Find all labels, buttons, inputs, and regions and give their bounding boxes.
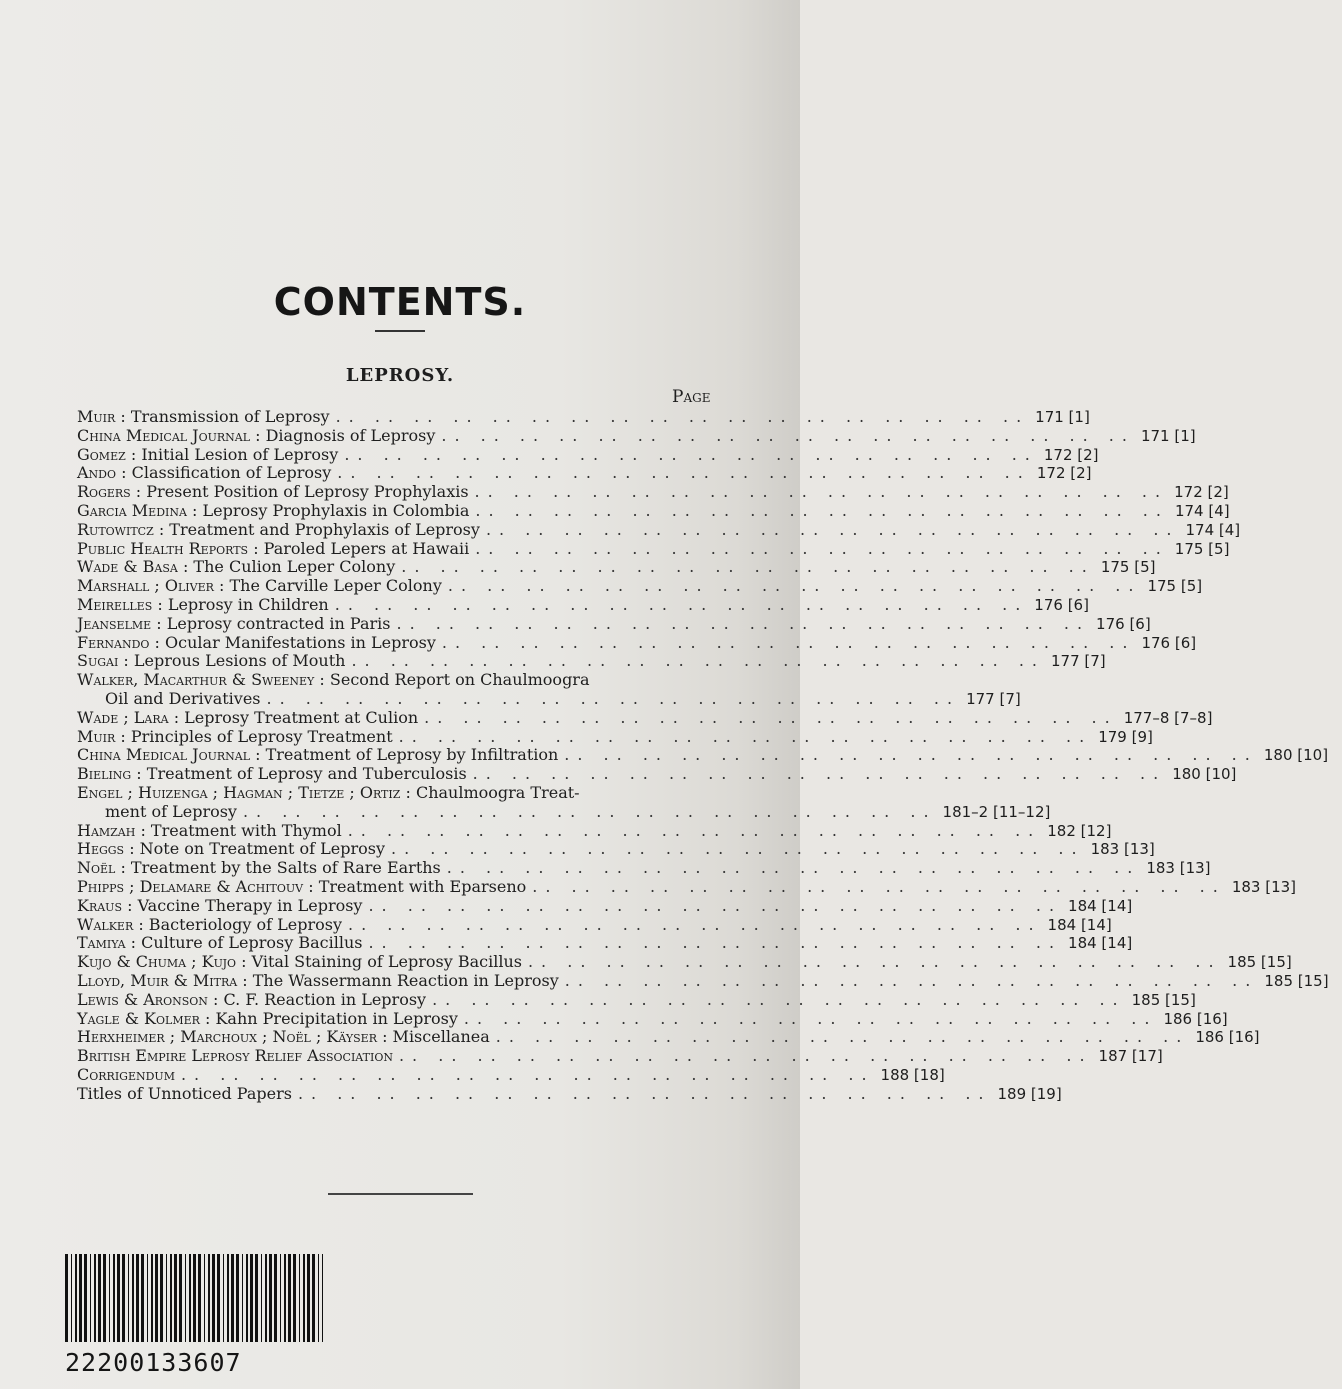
entry-text bbox=[105, 803, 237, 822]
entry-title: : Kahn Precipitation in Leprosy bbox=[205, 1008, 458, 1028]
entry-page-number: 177 [7] bbox=[966, 689, 1021, 708]
entry-text bbox=[77, 615, 390, 634]
entry-authors: Fernando bbox=[77, 632, 150, 652]
entry-text bbox=[77, 784, 580, 803]
entry-authors: Noël bbox=[77, 858, 116, 878]
dot-leader: .. .. .. .. .. .. .. .. .. .. .. .. .. .. .. .. .. .. bbox=[351, 651, 1046, 671]
entry-text bbox=[77, 483, 469, 502]
entry-title: : Vaccine Therapy in Leprosy bbox=[127, 895, 363, 915]
entry-page-number: 175 [5] bbox=[1100, 558, 1156, 577]
contents-entry bbox=[77, 858, 1211, 878]
dot-leader: .. .. .. .. .. .. .. .. .. .. .. .. .. .. .. .. .. .. bbox=[396, 613, 1091, 633]
contents-entry bbox=[77, 801, 1051, 822]
entry-text bbox=[77, 822, 342, 841]
dot-leader: .. .. .. .. .. .. .. .. .. .. .. .. .. .. .. .. .. .. bbox=[391, 839, 1085, 859]
dot-leader: .. .. .. .. .. .. .. .. .. .. .. .. .. .. .. .. .. .. bbox=[398, 726, 1093, 746]
title-divider bbox=[375, 330, 425, 332]
entry-title: : Miscellanea bbox=[382, 1027, 490, 1047]
entry-page-number: 185 [15] bbox=[1227, 953, 1292, 972]
entry-title: : Treatment of Leprosy by Infiltration bbox=[255, 745, 559, 765]
entry-page-number: 176 [6] bbox=[1034, 595, 1089, 614]
entry-authors: Corrigendum bbox=[77, 1064, 175, 1084]
entry-title: : The Carville Leper Colony bbox=[218, 576, 442, 596]
entry-text bbox=[77, 464, 331, 483]
entry-title: : C. F. Reaction in Leprosy bbox=[213, 989, 427, 1009]
entry-authors: British Empire Leprosy Relief Association bbox=[77, 1046, 393, 1066]
contents-entry bbox=[77, 519, 1241, 540]
dot-leader: .. .. .. .. .. .. .. .. .. .. .. .. .. .. .. .. .. .. bbox=[266, 688, 961, 708]
entry-page-number: 180 [10] bbox=[1172, 765, 1237, 784]
entry-authors: Rogers bbox=[77, 482, 131, 502]
dot-leader: .. .. .. .. .. .. .. .. .. .. .. .. .. .. .. .. .. .. bbox=[564, 745, 1258, 765]
contents-entry bbox=[77, 425, 1196, 446]
entry-authors: China Medical Journal bbox=[77, 425, 251, 445]
entry-authors: Rutowitcz bbox=[77, 519, 154, 539]
entry-page-number: 176 [6] bbox=[1096, 614, 1151, 633]
contents-entry bbox=[77, 726, 1153, 747]
entry-authors: Bieling bbox=[77, 764, 132, 784]
dot-leader: .. .. .. .. .. .. .. .. .. .. .. .. .. .. .. .. .. .. bbox=[532, 876, 1226, 896]
entry-title: : Bacteriology of Leprosy bbox=[138, 914, 342, 934]
entry-text bbox=[77, 446, 338, 465]
entry-text bbox=[77, 671, 590, 690]
dot-leader: .. .. .. .. .. .. .. .. .. .. .. .. .. .. .. .. .. .. bbox=[432, 989, 1126, 1009]
contents-entry bbox=[77, 576, 1203, 596]
dot-leader: .. .. .. .. .. .. .. .. .. .. .. .. .. .. .. .. .. .. bbox=[297, 1083, 992, 1103]
entry-text bbox=[77, 1010, 458, 1029]
entry-authors: Lloyd, Muir & Mitra bbox=[77, 970, 238, 990]
entry-title: : Ocular Manifestations in Leprosy bbox=[154, 632, 436, 652]
entry-authors: Kraus bbox=[77, 895, 122, 915]
contents-entry bbox=[77, 933, 1133, 953]
contents-entry bbox=[77, 651, 1106, 671]
dot-leader: .. .. .. .. .. .. .. .. .. .. .. .. .. .. .. .. .. .. bbox=[441, 425, 1135, 445]
entry-page-number: 189 [19] bbox=[997, 1084, 1062, 1103]
entry-title: : Leprous Lesions of Mouth bbox=[123, 651, 346, 671]
dot-leader: .. .. .. .. .. .. .. .. .. .. .. .. .. .. .. .. .. .. bbox=[347, 820, 1042, 840]
entry-text bbox=[77, 765, 467, 784]
entry-page-number: 180 [10] bbox=[1263, 746, 1329, 765]
entry-page-number: 171 [1] bbox=[1035, 408, 1090, 426]
entry-page-number: 179 [9] bbox=[1098, 727, 1153, 746]
contents-entry bbox=[77, 952, 1292, 972]
entry-page-number: 183 [13] bbox=[1231, 877, 1297, 896]
dot-leader: .. .. .. .. .. .. .. .. .. .. .. .. .. .. .. .. .. .. bbox=[475, 538, 1169, 558]
dot-leader: .. .. .. .. .. .. .. .. .. .. .. .. .. .. .. .. .. .. bbox=[347, 914, 1042, 934]
entry-text bbox=[77, 540, 469, 559]
contents-entry bbox=[77, 594, 1089, 615]
dot-leader: .. .. .. .. .. .. .. .. .. .. .. .. .. .. .. .. .. .. bbox=[441, 632, 1136, 652]
entry-text bbox=[77, 1047, 393, 1066]
entry-authors: Sugai bbox=[77, 651, 119, 671]
entry-page-number: 185 [15] bbox=[1264, 971, 1329, 990]
contents-entry bbox=[77, 1046, 1163, 1066]
contents-entry bbox=[77, 784, 723, 803]
entry-title: : Vital Staining of Leprosy Bacillus bbox=[241, 952, 522, 972]
entry-text bbox=[77, 558, 395, 577]
entry-authors: Kujo & Chuma ; Kujo bbox=[77, 952, 237, 972]
entry-title: : Principles of Leprosy Treatment bbox=[120, 726, 393, 746]
entry-authors: China Medical Journal bbox=[77, 745, 251, 765]
entry-text bbox=[77, 953, 522, 972]
entry-page-number: 174 [4] bbox=[1185, 520, 1241, 539]
contents-entry bbox=[77, 463, 1092, 483]
entry-text bbox=[77, 897, 362, 916]
entry-title: Titles of Unnoticed Papers bbox=[77, 1083, 292, 1103]
entry-text bbox=[77, 709, 418, 728]
contents-entry bbox=[77, 745, 1329, 765]
entry-page-number: 185 [15] bbox=[1131, 990, 1196, 1009]
entry-authors: Lewis & Aronson bbox=[77, 989, 208, 1009]
contents-entry bbox=[77, 707, 1213, 728]
dot-leader: .. .. .. .. .. .. .. .. .. .. .. .. .. .. .. .. .. .. bbox=[401, 557, 1095, 577]
barcode-number: 22200133607 bbox=[65, 1348, 242, 1377]
entry-title: : Initial Lesion of Leprosy bbox=[130, 444, 339, 464]
entry-title: : Transmission of Leprosy bbox=[120, 407, 330, 426]
contents-entry bbox=[77, 839, 1155, 859]
entry-text bbox=[77, 972, 559, 991]
entry-title: : The Wassermann Reaction in Leprosy bbox=[242, 970, 559, 990]
entry-page-number: 187 [17] bbox=[1098, 1047, 1163, 1066]
entry-authors: Heggs bbox=[77, 839, 125, 859]
entry-text bbox=[77, 521, 480, 540]
entry-authors: Jeanselme bbox=[77, 613, 152, 633]
entry-title: : Leprosy contracted in Paris bbox=[156, 613, 391, 633]
entry-title: : Classification of Leprosy bbox=[121, 463, 332, 483]
contents-entry bbox=[77, 989, 1196, 1010]
contents-entry bbox=[77, 1064, 945, 1085]
entry-authors: Ando bbox=[77, 463, 117, 483]
entry-text bbox=[77, 652, 345, 671]
contents-list bbox=[77, 407, 1329, 1103]
contents-entry bbox=[77, 688, 1021, 709]
entry-title: : Chaulmoogra Treat- bbox=[405, 782, 580, 802]
dot-leader: .. .. .. .. .. .. .. .. .. .. .. .. .. .. .. .. .. .. bbox=[335, 407, 1030, 426]
entry-text bbox=[77, 427, 435, 446]
entry-text bbox=[77, 596, 329, 615]
entry-title: : Treatment of Leprosy and Tuberculosis bbox=[136, 764, 467, 784]
dot-leader: .. .. .. .. .. .. .. .. .. .. .. .. .. .. .. .. .. .. bbox=[447, 576, 1142, 596]
entry-authors: Public Health Reports bbox=[77, 538, 249, 558]
entry-text bbox=[77, 916, 342, 935]
contents-entry bbox=[77, 970, 1329, 991]
entry-title: : Leprosy Treatment at Culion bbox=[173, 707, 419, 727]
entry-page-number: 177–8 [7–8] bbox=[1123, 708, 1213, 727]
dot-leader: .. .. .. .. .. .. .. .. .. .. .. .. .. .. .. .. .. .. bbox=[424, 707, 1118, 727]
dot-leader: .. .. .. .. .. .. .. .. .. .. .. .. .. .. .. .. .. .. bbox=[527, 952, 1222, 972]
entry-text bbox=[77, 502, 469, 521]
contents-entry bbox=[77, 764, 1237, 784]
entry-authors: Muir bbox=[77, 726, 116, 746]
entry-page-number: 175 [5] bbox=[1147, 577, 1203, 596]
dot-leader: .. .. .. .. .. .. .. .. .. .. .. .. .. .. .. .. .. .. bbox=[495, 1027, 1190, 1047]
entry-title: : Present Position of Leprosy Prophylaxis bbox=[135, 482, 469, 502]
dot-leader: .. .. .. .. .. .. .. .. .. .. .. .. .. .. .. .. .. .. bbox=[344, 444, 1038, 464]
entry-page-number: 172 [2] bbox=[1036, 464, 1092, 483]
entry-page-number: 188 [18] bbox=[880, 1065, 945, 1084]
contents-entry bbox=[77, 632, 1197, 653]
contents-entry bbox=[77, 444, 1099, 465]
page-column-header: Page bbox=[672, 387, 711, 407]
entry-title: : Leprosy Prophylaxis in Colombia bbox=[192, 500, 470, 520]
entry-authors: Yagle & Kolmer bbox=[77, 1008, 200, 1028]
entry-title: : Leprosy in Children bbox=[157, 594, 329, 614]
entry-authors: Wade & Basa bbox=[77, 557, 178, 577]
entry-authors: Walker bbox=[77, 914, 134, 934]
entry-authors: Marshall ; Oliver bbox=[77, 576, 214, 596]
contents-entry bbox=[77, 914, 1112, 935]
entry-page-number: 171 [1] bbox=[1140, 426, 1196, 445]
page-title: CONTENTS. bbox=[273, 280, 527, 324]
footer-divider bbox=[328, 1193, 473, 1195]
entry-title: : The Culion Leper Colony bbox=[182, 557, 396, 577]
entry-authors: Engel ; Huizenga ; Hagman ; Tietze ; Ortiz bbox=[77, 782, 401, 802]
entry-title: : Second Report on Chaulmoogra bbox=[319, 670, 590, 690]
dot-leader: .. .. .. .. .. .. .. .. .. .. .. .. .. .. .. .. .. .. bbox=[334, 594, 1029, 614]
section-heading: LEPROSY. bbox=[345, 365, 455, 386]
entry-page-number: 186 [16] bbox=[1163, 1009, 1228, 1028]
entry-title: : Treatment with Eparseno bbox=[308, 876, 527, 896]
entry-page-number: 183 [13] bbox=[1146, 859, 1211, 878]
dot-leader: .. .. .. .. .. .. .. .. .. .. .. .. .. .. .. .. .. .. bbox=[368, 933, 1063, 953]
dot-leader: .. .. .. .. .. .. .. .. .. .. .. .. .. .. .. .. .. .. bbox=[474, 482, 1169, 502]
contents-entry bbox=[77, 876, 1297, 897]
entry-text bbox=[77, 859, 441, 878]
entry-text bbox=[77, 878, 526, 897]
entry-authors: Phipps ; Delamare & Achitouv bbox=[77, 876, 304, 896]
entry-text bbox=[105, 690, 261, 709]
contents-entry bbox=[77, 500, 1230, 521]
entry-title: ment of Leprosy bbox=[105, 801, 237, 821]
dot-leader: .. .. .. .. .. .. .. .. .. .. .. .. .. .. .. .. .. .. bbox=[485, 519, 1180, 539]
entry-title: : Culture of Leprosy Bacillus bbox=[130, 933, 363, 953]
entry-authors: Herxheimer ; Marchoux ; Noël ; Käyser bbox=[77, 1027, 377, 1047]
entry-authors: Hamzah bbox=[77, 820, 136, 840]
entry-text bbox=[77, 408, 330, 427]
entry-text bbox=[77, 991, 426, 1010]
contents-entry bbox=[77, 1008, 1228, 1029]
entry-page-number: 177 [7] bbox=[1051, 652, 1106, 671]
entry-text bbox=[77, 1066, 175, 1085]
entry-title: : Treatment and Prophylaxis of Leprosy bbox=[158, 519, 480, 539]
entry-text bbox=[77, 746, 558, 765]
contents-entry bbox=[77, 820, 1112, 841]
entry-title: : Diagnosis of Leprosy bbox=[255, 425, 436, 445]
entry-page-number: 184 [14] bbox=[1047, 915, 1112, 934]
dot-leader: .. .. .. .. .. .. .. .. .. .. .. .. .. .. .. .. .. .. bbox=[472, 764, 1167, 784]
entry-text bbox=[77, 840, 385, 859]
dot-leader: .. .. .. .. .. .. .. .. .. .. .. .. .. .. .. .. .. .. bbox=[564, 970, 1259, 990]
dot-leader: .. .. .. .. .. .. .. .. .. .. .. .. .. .. .. .. .. .. bbox=[475, 500, 1169, 520]
contents-entry bbox=[77, 557, 1156, 577]
entry-authors: Muir bbox=[77, 407, 116, 426]
dot-leader: .. .. .. .. .. .. .. .. .. .. .. .. .. .. .. .. .. .. bbox=[368, 895, 1063, 915]
contents-entry bbox=[77, 538, 1230, 559]
contents-entry bbox=[77, 482, 1229, 502]
entry-page-number: 174 [4] bbox=[1174, 501, 1230, 520]
barcode-graphic bbox=[65, 1254, 323, 1342]
dot-leader: .. .. .. .. .. .. .. .. .. .. .. .. .. .. .. .. .. .. bbox=[242, 801, 937, 821]
dot-leader: .. .. .. .. .. .. .. .. .. .. .. .. .. .. .. .. .. .. bbox=[446, 858, 1141, 878]
entry-title: : Treatment with Thymol bbox=[140, 820, 342, 840]
contents-entry bbox=[77, 1083, 1062, 1104]
entry-page-number: 184 [14] bbox=[1068, 896, 1133, 915]
dot-leader: .. .. .. .. .. .. .. .. .. .. .. .. .. .. .. .. .. .. bbox=[463, 1008, 1158, 1028]
entry-page-number: 176 [6] bbox=[1141, 633, 1197, 652]
entry-title: : Note on Treatment of Leprosy bbox=[129, 839, 386, 859]
entry-authors: Gomez bbox=[77, 444, 126, 464]
contents-entry bbox=[77, 407, 1090, 427]
entry-authors: Garcia Medina bbox=[77, 500, 187, 520]
entry-authors: Walker, Macarthur & Sweeney bbox=[77, 670, 315, 690]
entry-page-number: 182 [12] bbox=[1047, 821, 1112, 840]
entry-page-number: 181–2 [11–12] bbox=[942, 802, 1051, 821]
dot-leader: .. .. .. .. .. .. .. .. .. .. .. .. .. .. .. .. .. .. bbox=[398, 1046, 1093, 1066]
entry-text bbox=[77, 1085, 292, 1104]
entry-page-number: 184 [14] bbox=[1068, 934, 1133, 953]
dot-leader: .. .. .. .. .. .. .. .. .. .. .. .. .. .. .. .. .. .. bbox=[180, 1064, 875, 1084]
contents-entry bbox=[77, 671, 723, 690]
contents-entry bbox=[77, 895, 1133, 916]
entry-page-number: 186 [16] bbox=[1195, 1028, 1260, 1047]
entry-page-number: 183 [13] bbox=[1090, 840, 1155, 859]
entry-page-number: 172 [2] bbox=[1174, 483, 1229, 502]
entry-authors: Tamiya bbox=[77, 933, 126, 953]
contents-entry bbox=[77, 613, 1151, 634]
entry-text bbox=[77, 934, 362, 953]
entry-text bbox=[77, 728, 393, 747]
entry-page-number: 172 [2] bbox=[1043, 445, 1099, 464]
entry-text bbox=[77, 1028, 490, 1047]
entry-title: : Treatment by the Salts of Rare Earths bbox=[120, 858, 441, 878]
entry-page-number: 175 [5] bbox=[1174, 539, 1230, 558]
entry-text bbox=[77, 577, 442, 596]
dot-leader: .. .. .. .. .. .. .. .. .. .. .. .. .. .. .. .. .. .. bbox=[337, 463, 1031, 483]
entry-title: : Paroled Lepers at Hawaii bbox=[253, 538, 470, 558]
entry-text bbox=[77, 634, 436, 653]
entry-title: Oil and Derivatives bbox=[105, 688, 261, 708]
entry-authors: Wade ; Lara bbox=[77, 707, 169, 727]
contents-entry bbox=[77, 1027, 1260, 1047]
entry-authors: Meirelles bbox=[77, 594, 153, 614]
